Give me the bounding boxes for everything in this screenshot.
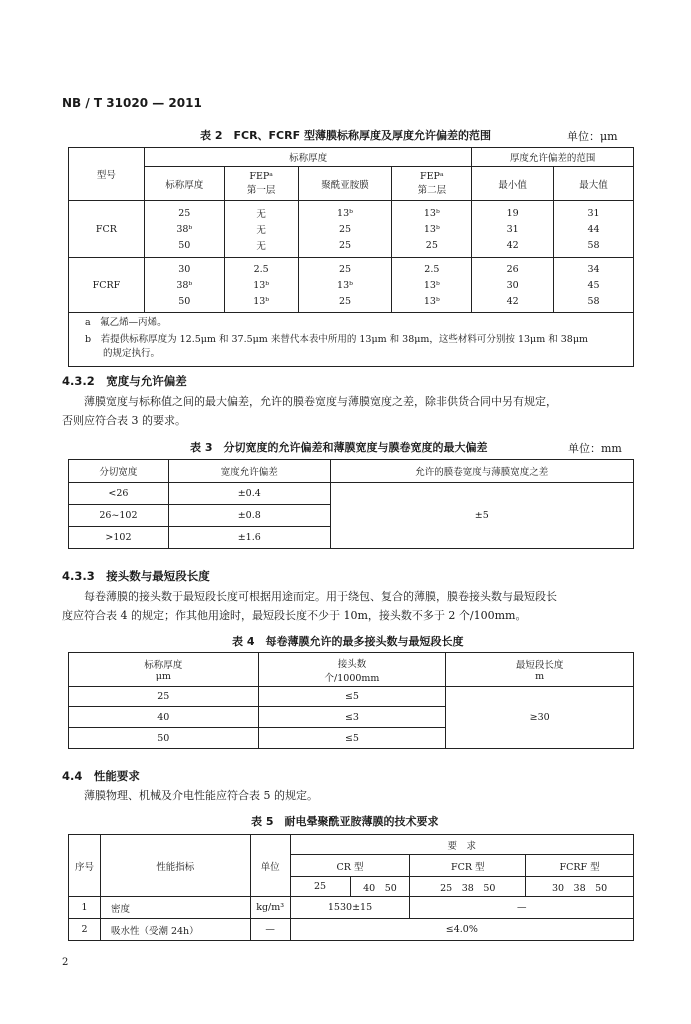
table3-unit: 单位：mm [568,442,622,455]
section-4-3-2-line2: 否则应符合表 3 的要求。 [62,414,186,427]
table-cell: 42 [472,237,554,258]
table4-header-thickness-line1: 标称厚度 [144,660,183,671]
table-row [69,919,634,941]
table-cell: 密度 [100,897,250,919]
table5-header-fcrf: FCRF 型 [526,855,634,877]
table-cell: 13ᵇ [392,277,472,293]
table2-header-nominal: 标称厚度 [144,167,224,201]
table-cell: ≤5 [258,687,446,707]
table4-header-length [446,653,634,687]
table2-header-fep2-line2: 第二层 [417,185,447,196]
table-cell: 无 [224,237,298,258]
section-4-3-3-title: 4.3.3 接头数与最短段长度 [62,569,210,583]
table-cell: 26~102 [69,505,169,527]
table5-header-unit: 单位 [250,835,290,897]
section-4-3-3-paragraph [62,587,640,625]
table3-merged-cell: ±5 [330,483,633,549]
table-cell: 25 [144,201,224,222]
table-cell: 31 [472,221,554,237]
table-cell: 无 [224,221,298,237]
section-4-4-title: 4.4 性能要求 [62,769,140,783]
table-row [69,277,634,293]
table-cell: 42 [472,293,554,313]
table5-fcrf-thickness: 30 38 50 [526,877,634,897]
table-cell: 38ᵇ [144,221,224,237]
table-cell: ≤3 [258,707,446,728]
table2-model-fcrf: FCRF [69,258,145,313]
table2-header-model: 型号 [69,148,145,201]
table-row [69,897,634,919]
table-cell: 50 [144,293,224,313]
table2-note-b: b 若提供标称厚度为 12.5μm 和 37.5μm 来替代本表中所用的 13μm 和 38μm，这些材料可分别按 13μm 和 38μm [85,334,589,345]
table-cell: 58 [554,293,634,313]
table2-note-a: a 氟乙烯—丙烯。 [85,317,167,328]
table2-header-fep1 [224,167,298,201]
table-cell: 44 [554,221,634,237]
page-number: 2 [62,957,69,968]
table-cell: 25 [298,293,392,313]
table-cell: 31 [554,201,634,222]
table-cell: 50 [144,237,224,258]
table-cell: 13ᵇ [392,221,472,237]
table-cell: 45 [554,277,634,293]
table-cell: ±0.8 [168,505,330,527]
table3 [68,459,634,549]
table-cell: 2 [69,919,101,941]
table-row [69,237,634,258]
table-cell: ≤4.0% [290,919,633,941]
table-cell: 50 [69,728,259,749]
table4-header-length-line1: 最短段长度 [515,660,564,671]
table2-header-range: 厚度允许偏差的范围 [472,148,634,167]
table-cell: kg/m³ [250,897,290,919]
table5-fcr-thickness: 25 38 50 [410,877,526,897]
table-cell: — [250,919,290,941]
table-row [69,258,634,278]
table5-caption: 表 5 耐电晕聚酰亚胺薄膜的技术要求 [251,815,439,828]
table-cell: 25 [298,258,392,278]
table-row [69,293,634,313]
table-cell: 1 [69,897,101,919]
table-cell: <26 [69,483,169,505]
table4 [68,652,634,749]
section-4-3-2-line1: 薄膜宽度与标称值之间的最大偏差，允许的膜卷宽度与薄膜宽度之差，除非供货合同中另有规定， [84,395,557,408]
table-cell: ±0.4 [168,483,330,505]
table4-header-length-line2: m [535,671,545,682]
table4-header-thickness [69,653,259,687]
table-cell: — [410,897,634,919]
table-cell: 58 [554,237,634,258]
table-cell: 13ᵇ [392,293,472,313]
table2-header-pi: 聚酰亚胺膜 [298,167,392,201]
table5-header-property: 性能指标 [100,835,250,897]
table4-header-joints-line1: 接头数 [337,658,367,670]
table-cell: 1530±15 [290,897,410,919]
table5-header-fcr: FCR 型 [410,855,526,877]
table5-header-no: 序号 [69,835,101,897]
table5-cr-thickness-a: 25 [290,877,350,897]
table-cell: 13ᵇ [224,293,298,313]
table4-header-joints-line2: 个/1000mm [324,672,380,684]
table-cell: 吸水性（受潮 24h） [100,919,250,941]
table-row [69,221,634,237]
table2-header-thickness: 标称厚度 [144,148,471,167]
table3-header-slit: 分切宽度 [69,460,169,483]
table5-header-cr: CR 型 [290,855,410,877]
table2-header-fep2-line1: FEPᵃ [420,171,444,182]
section-4-3-3-line2: 度应符合表 4 的规定；作其他用途时，最短段长度不少于 10m，接头数不多于 2 个/100mm。 [62,609,527,622]
table-cell: 26 [472,258,554,278]
table4-header-thickness-line2: μm [155,671,171,682]
table-cell: 30 [472,277,554,293]
table2 [68,147,634,367]
table-cell: 25 [392,237,472,258]
section-4-4-paragraph: 薄膜物理、机械及介电性能应符合表 5 的规定。 [84,789,318,802]
table-row [69,687,634,707]
table-cell: 19 [472,201,554,222]
table-cell: 40 [69,707,259,728]
table5 [68,834,634,941]
table-cell: 2.5 [392,258,472,278]
table2-model-fcr: FCR [69,201,145,258]
table-cell: ≤5 [258,728,446,749]
table2-notes [69,313,634,367]
table-cell: 13ᵇ [224,277,298,293]
table2-unit: 单位：μm [567,130,618,143]
table3-caption: 表 3 分切宽度的允许偏差和薄膜宽度与膜卷宽度的最大偏差 [190,441,488,454]
table5-header-requirement: 要 求 [290,835,633,855]
table-cell: 2.5 [224,258,298,278]
section-4-3-2-title: 4.3.2 宽度与允许偏差 [62,374,187,388]
table-cell: 无 [224,201,298,222]
table4-header-joints [258,653,446,687]
table5-cr-thickness-b: 40 50 [350,877,410,897]
table-cell: 13ᵇ [298,201,392,222]
section-4-3-3-line1: 每卷薄膜的接头数于最短段长度可根据用途而定。用于绕包、复合的薄膜，膜卷接头数与最短段长 [84,590,557,603]
table-cell: 13ᵇ [298,277,392,293]
table4-merged-cell: ≥30 [446,687,634,749]
document-header: NB / T 31020 — 2011 [62,96,202,110]
table-cell: 34 [554,258,634,278]
table4-caption: 表 4 每卷薄膜允许的最多接头数与最短段长度 [232,635,464,648]
table3-header-diff: 允许的膜卷宽度与薄膜宽度之差 [330,460,633,483]
table2-header-max: 最大值 [554,167,634,201]
table-cell: 13ᵇ [392,201,472,222]
table-cell: 25 [298,221,392,237]
table-row [69,483,634,505]
table2-caption: 表 2 FCR、FCRF 型薄膜标称厚度及厚度允许偏差的范围 [200,129,491,142]
table-cell: 30 [144,258,224,278]
table2-header-fep2 [392,167,472,201]
table2-header-min: 最小值 [472,167,554,201]
table-cell: 38ᵇ [144,277,224,293]
table-cell: >102 [69,527,169,549]
table2-note-b-cont: 的规定执行。 [103,348,161,359]
section-4-3-2-paragraph [62,392,640,430]
table-cell: ±1.6 [168,527,330,549]
table2-header-fep1-line1: FEPᵃ [249,171,273,182]
table2-header-fep1-line2: 第一层 [246,185,276,196]
table-cell: 25 [298,237,392,258]
table-row [69,201,634,222]
table3-header-tolerance: 宽度允许偏差 [168,460,330,483]
table-cell: 25 [69,687,259,707]
